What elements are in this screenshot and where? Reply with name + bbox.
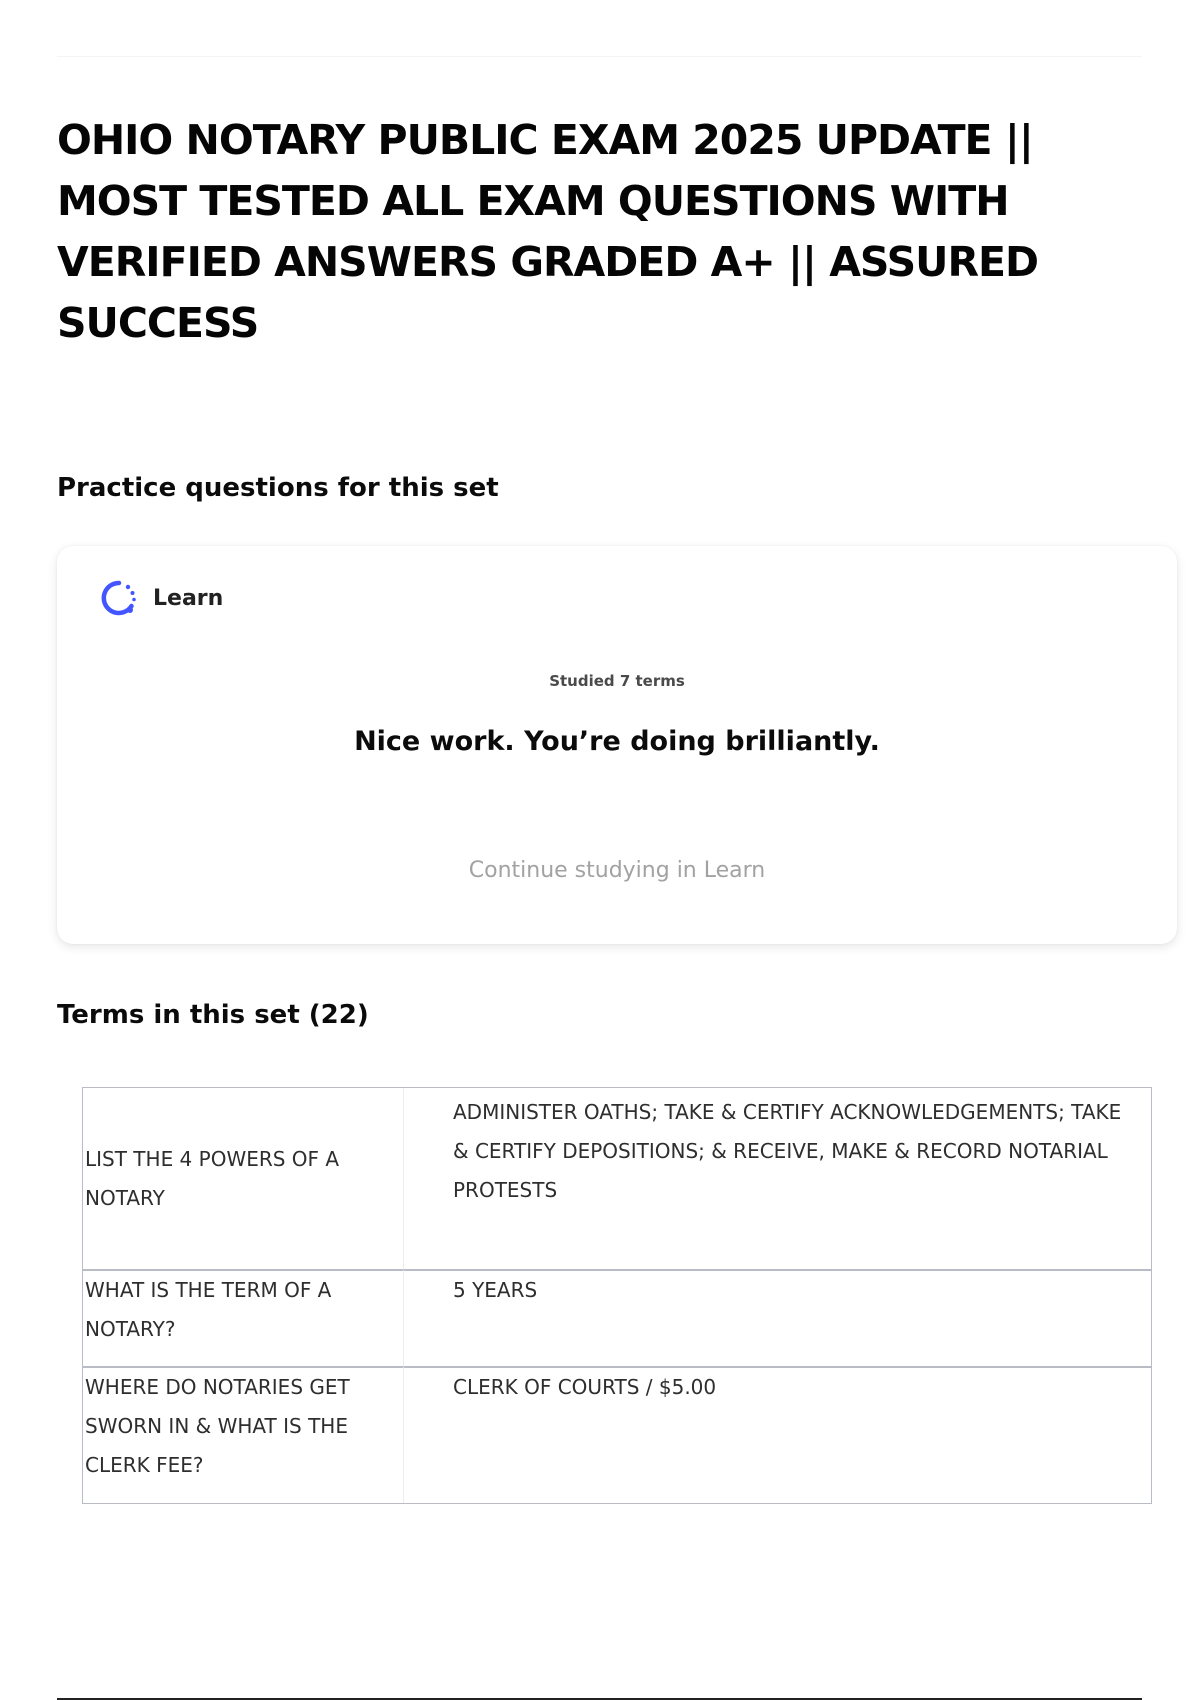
table-row[interactable] [83,1269,1151,1366]
top-divider [57,56,1142,57]
terms-section-heading: Terms in this set (22) [57,1000,369,1030]
learn-card-header [97,576,223,620]
encouragement-message: Nice work. You’re doing brilliantly. [354,726,880,757]
definition-cell: CLERK OF COURTS / $5.00 [404,1366,1151,1503]
table-row[interactable] [83,1366,1151,1503]
term-cell: WHERE DO NOTARIES GET SWORN IN & WHAT IS THE CLERK FEE? [83,1366,404,1503]
practice-section-heading: Practice questions for this set [57,473,499,503]
definition-cell: 5 YEARS [404,1269,1151,1366]
term-cell: LIST THE 4 POWERS OF A NOTARY [83,1088,404,1269]
definition-cell: ADMINISTER OATHS; TAKE & CERTIFY ACKNOWLEDGEMENTS; TAKE & CERTIFY DEPOSITIONS; & RECEIVE, MAKE & RECORD NOTARIAL PROTESTS [453,1100,1122,1202]
table-row[interactable] [83,1088,1151,1269]
continue-studying-link[interactable]: Continue studying in Learn [468,858,766,883]
learn-progress-icon [97,576,141,620]
terms-table [82,1087,1152,1504]
learn-card[interactable] [57,546,1177,944]
term-cell: WHAT IS THE TERM OF A NOTARY? [83,1269,404,1366]
learn-mode-label: Learn [153,585,224,611]
studied-terms-count: Studied 7 terms [549,672,685,690]
document-title: OHIO NOTARY PUBLIC EXAM 2025 UPDATE || MOST TESTED ALL EXAM QUESTIONS WITH VERIFIED ANSWERS GRADED A+ || ASSURED SUCCESS [57,116,1039,347]
